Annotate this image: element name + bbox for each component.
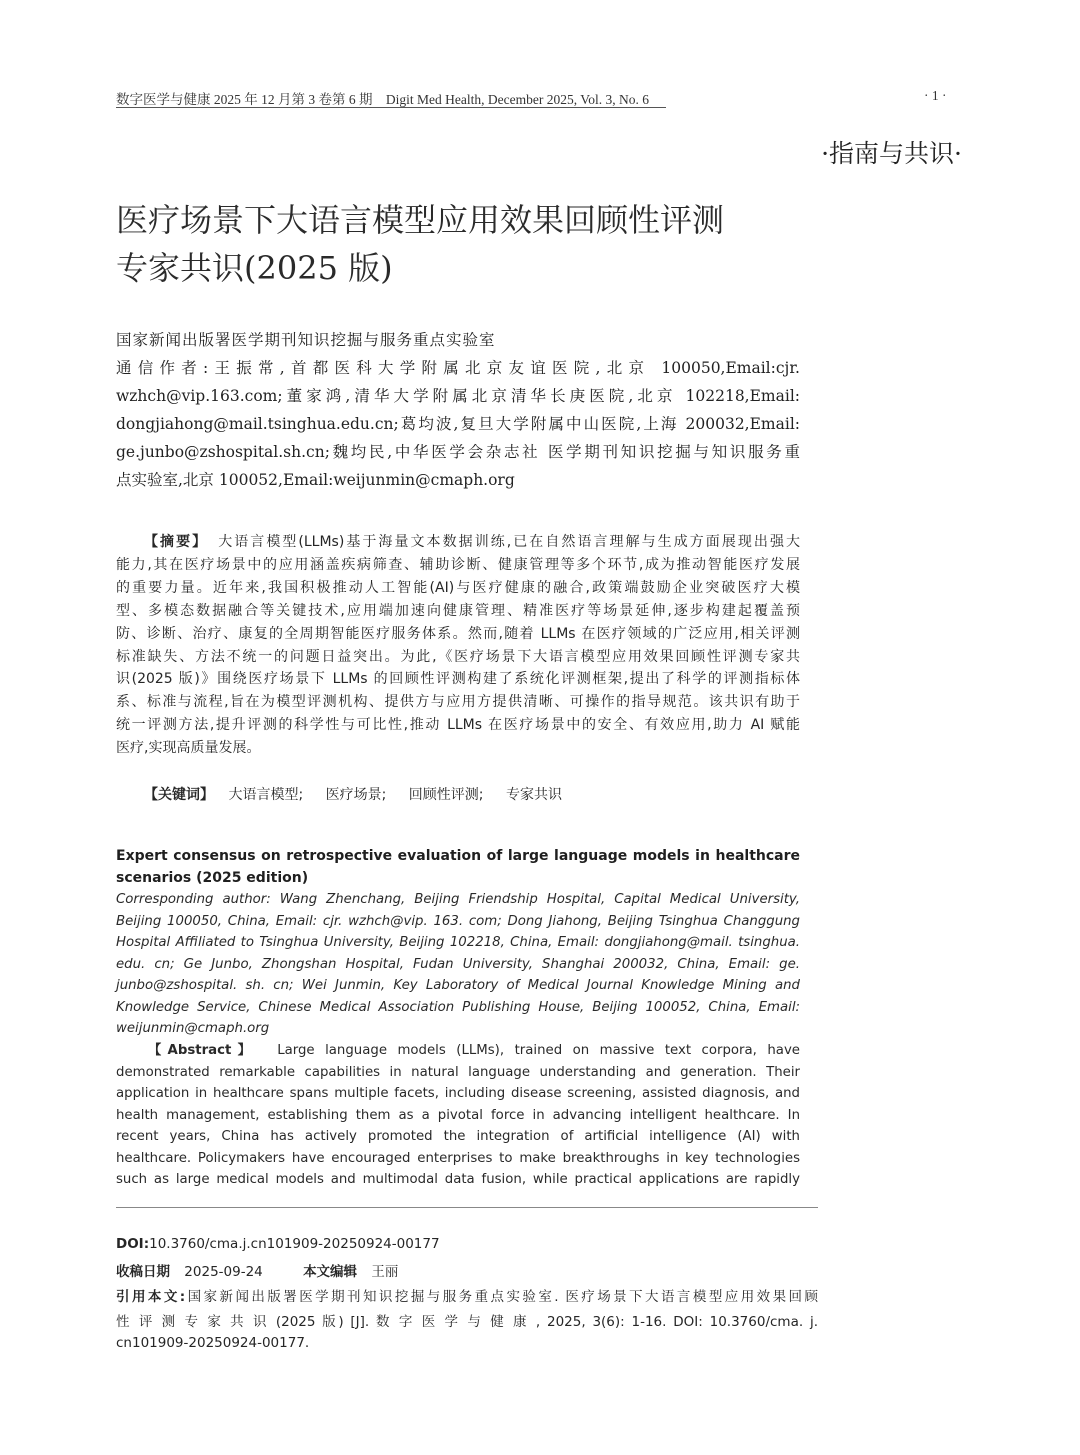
abstract-cn bbox=[116, 531, 800, 760]
abstract-cn-line: 统一评测方法,提升评测的科学性与可比性,推动 LLMs 在医疗场景中的安全、有效应用,助力 AI 赋能 bbox=[116, 717, 800, 734]
keyword: 回顾性评测; bbox=[408, 787, 484, 803]
page-number: · 1 · bbox=[924, 88, 947, 103]
paper-title-line-1: 医疗场景下大语言模型应用效果回顾性评测 bbox=[116, 201, 725, 239]
english-corresponding-line: Corresponding author: Wang Zhenchang, Beijing Friendship Hospital, Capital Medical University, bbox=[116, 892, 800, 907]
doi-line bbox=[116, 1236, 818, 1252]
corresponding-author-line: dongjiahong@mail.tsinghua.edu.cn;葛均波,复旦大学附属中山医院,上海 200032,Email: bbox=[116, 415, 800, 433]
author-organization: 国家新闻出版署医学期刊知识挖掘与服务重点实验室 bbox=[116, 331, 496, 349]
english-abstract-line: application in healthcare spans multiple facets, including disease screening, assisted diagnosis, and bbox=[116, 1086, 800, 1101]
keywords-cn-label: 【关键词】 bbox=[144, 787, 214, 803]
running-header-en: Digit Med Health, December 2025, Vol. 3, No. 6 bbox=[385, 92, 649, 107]
citation-label: 引用本文: bbox=[116, 1289, 186, 1305]
editor-name: 王丽 bbox=[371, 1264, 399, 1280]
editor-label: 本文编辑 bbox=[303, 1264, 358, 1280]
doi-label: DOI: bbox=[116, 1236, 150, 1252]
english-corresponding-line: junbo@zshospital. sh. cn; Wei Junmin, Key Laboratory of Medical Journal Knowledge Mining and bbox=[116, 978, 800, 993]
abstract-cn-line: 型、多模态数据融合等关键技术,应用端加速向健康管理、精准医疗等场景延伸,逐步构建起覆盖预 bbox=[116, 602, 800, 619]
corresponding-author-line: 点实验室,北京 100052,Email:weijunmin@cmaph.org bbox=[116, 471, 515, 489]
corresponding-author-line: ge.junbo@zshospital.sh.cn;魏均民,中华医学会杂志社 医学期刊知识挖掘与知识服务重 bbox=[116, 443, 800, 461]
abstract-cn-line: 【摘要】 大语言模型(LLMs)基于海量文本数据训练,已在自然语言理解与生成方面展现出强大 bbox=[144, 534, 801, 550]
doi-value: 10.3760/cma.j.cn101909-20250924-00177 bbox=[149, 1236, 440, 1252]
english-corresponding-line: Knowledge Service, Chinese Medical Association Publishing House, Beijing 100052, China, Email: bbox=[116, 999, 800, 1015]
keyword: 大语言模型; bbox=[228, 787, 304, 803]
english-abstract-line: such as large medical models and multimodal data fusion, while practical applications are rapidly bbox=[116, 1172, 800, 1187]
english-abstract-line: demonstrated remarkable capabilities in natural language understanding and generation. Their bbox=[116, 1064, 800, 1080]
running-header-cn: 数字医学与健康 2025 年 12 月第 3 卷第 6 期 bbox=[116, 92, 373, 107]
citation-text: 国家新闻出版署医学期刊知识挖掘与服务重点实验室. 医疗场景下大语言模型应用效果回顾 bbox=[185, 1289, 818, 1305]
english-title-line: Expert consensus on retrospective evaluation of large language models in healthcare bbox=[116, 848, 800, 864]
received-date: 2025-09-24 bbox=[184, 1264, 263, 1280]
english-abstract-line: recent years, China has actively promoted the integration of artificial intelligence (AI) with bbox=[116, 1129, 800, 1144]
received-editor-line bbox=[116, 1260, 818, 1280]
english-abstract-line: healthcare. Policymakers have encouraged enterprises to make breakthroughs in key technologies bbox=[116, 1150, 800, 1166]
citation-line: cn101909-20250924-00177. bbox=[116, 1335, 310, 1351]
english-corresponding-author bbox=[116, 889, 800, 1040]
header-rule bbox=[116, 107, 666, 108]
received-label: 收稿日期 bbox=[116, 1264, 170, 1280]
abstract-cn-line: 医疗,实现高质量发展。 bbox=[116, 740, 261, 757]
keywords-cn bbox=[144, 784, 580, 804]
english-abstract-line: 【Abstract】 Large language models (LLMs), trained on massive text corpora, have bbox=[148, 1043, 800, 1058]
abstract-cn-line: 的重要力量。近年来,我国积极推动人工智能(AI)与医疗健康的融合,政策端鼓励企业突破医疗大模 bbox=[116, 579, 800, 596]
abstract-cn-label: 【摘要】 bbox=[144, 534, 209, 550]
keyword: 专家共识 bbox=[505, 787, 562, 803]
english-corresponding-line: weijunmin@cmaph.org bbox=[116, 1021, 270, 1036]
corresponding-author-line: 通信作者:王振常,首都医科大学附属北京友谊医院,北京 100050,Email:cjr. bbox=[116, 359, 800, 377]
column-label: ·指南与共识· bbox=[821, 139, 962, 168]
abstract-cn-line: 防、诊断、治疗、康复的全周期智能医疗服务体系。然而,随着 LLMs 在医疗领域的广泛应用,相关评测 bbox=[116, 625, 800, 642]
english-corresponding-line: Beijing 100050, China, Email: cjr. wzhch@vip. 163. com; Dong Jiahong, Beijing Tsinghua Changgung bbox=[116, 913, 800, 929]
footnote-rule bbox=[116, 1207, 818, 1208]
paper-title bbox=[116, 196, 816, 292]
citation-line bbox=[116, 1285, 818, 1305]
abstract-cn-line: 能力,其在医疗场景中的应用涵盖疾病筛查、辅助诊断、健康管理等多个环节,成为推动智能医疗发展 bbox=[116, 556, 800, 573]
english-abstract bbox=[116, 1040, 800, 1191]
running-header bbox=[116, 88, 649, 108]
english-abstract-label: 【Abstract】 bbox=[148, 1043, 258, 1058]
abstract-cn-line: 系、标准与流程,旨在为模型评测机构、提供方与应用方提供清晰、可操作的指导规范。该共识有助于 bbox=[116, 694, 800, 711]
corresponding-author-line: wzhch@vip.163.com;董家鸿,清华大学附属北京清华长庚医院,北京 102218,Email: bbox=[116, 387, 800, 405]
english-corresponding-line: Hospital Affiliated to Tsinghua University, Beijing 102218, China, Email: dongjiahong@mail. tsinghua. bbox=[116, 935, 800, 950]
english-abstract-line: health management, establishing them as a pivotal force in advancing intelligent healthcare. In bbox=[116, 1107, 800, 1123]
keyword: 医疗场景; bbox=[325, 787, 387, 803]
paper-title-line-2: 专家共识(2025 版) bbox=[116, 249, 393, 287]
english-corresponding-line: edu. cn; Ge Junbo, Zhongshan Hospital, Fudan University, Shanghai 200032, China, Email: ge. bbox=[116, 956, 800, 972]
english-title-line: scenarios (2025 edition) bbox=[116, 869, 309, 886]
citation-line: 性 评 测 专 家 共 识 (2025 版) [J]. 数 字 医 学 与 健 康 , 2025, 3(6): 1-16. DOI: 10.3760/cma. j. bbox=[116, 1314, 818, 1330]
abstract-cn-line: 识(2025 版)》围绕医疗场景下 LLMs 的回顾性评测构建了系统化评测框架,提出了科学的评测指标体 bbox=[116, 671, 800, 688]
english-title bbox=[116, 846, 800, 889]
abstract-cn-line: 标准缺失、方法不统一的问题日益突出。为此,《医疗场景下大语言模型应用效果回顾性评测专家共 bbox=[116, 648, 800, 665]
